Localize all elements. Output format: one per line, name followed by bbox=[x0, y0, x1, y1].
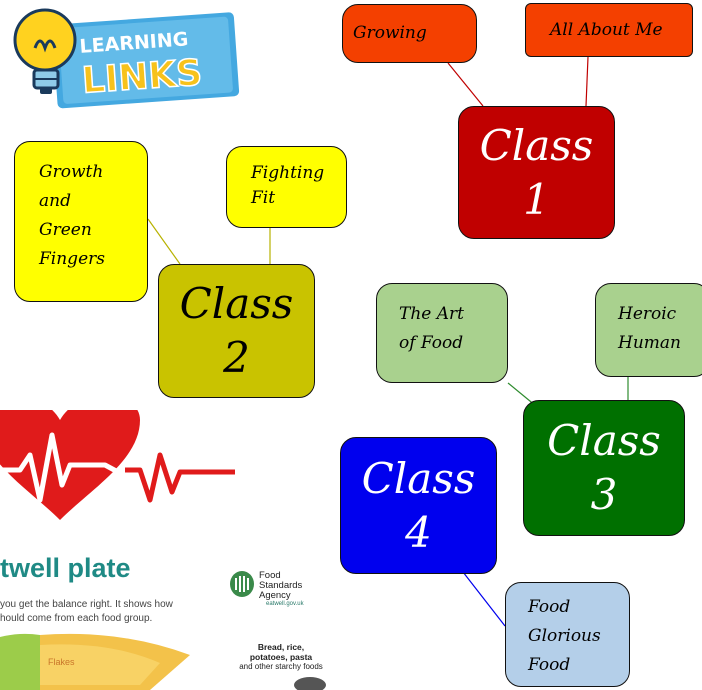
topic-line: Fit bbox=[251, 188, 276, 208]
topic-line: Fighting bbox=[251, 163, 325, 183]
topic-line: Fingers bbox=[39, 249, 105, 269]
class-3-number: 3 bbox=[590, 470, 618, 519]
class-1-label: Class bbox=[479, 120, 594, 170]
fsa-line: Standards bbox=[259, 580, 303, 591]
eatwell-subtitle-line1: you get the balance right. It shows how bbox=[0, 599, 173, 610]
fsa-line: Agency bbox=[259, 590, 291, 601]
topic-heroic-human bbox=[595, 283, 702, 377]
eatwell-title: twell plate bbox=[0, 553, 131, 583]
logo-text-learning: LEARNING bbox=[78, 28, 190, 58]
fsa-line: Food bbox=[259, 570, 281, 581]
learning-links-logo bbox=[0, 0, 250, 110]
connector-growing-class1 bbox=[448, 63, 483, 106]
class-1-number: 1 bbox=[523, 174, 550, 224]
class-3-label: Class bbox=[547, 416, 661, 465]
topic-line: Food bbox=[528, 655, 571, 675]
heart-heartbeat-icon bbox=[0, 410, 240, 530]
connector-allaboutme-class1 bbox=[586, 57, 588, 106]
topic-growth-green-fingers bbox=[14, 141, 148, 302]
class-3-box bbox=[523, 400, 685, 536]
topic-line: Glorious bbox=[528, 626, 601, 646]
class-2-box bbox=[158, 264, 315, 398]
svg-text:Flakes: Flakes bbox=[48, 657, 75, 667]
class-4-label: Class bbox=[361, 453, 476, 503]
class-4-number: 4 bbox=[405, 507, 432, 557]
bread-sub: and other starchy foods bbox=[239, 662, 323, 671]
bread-title: Bread, rice, bbox=[257, 642, 305, 652]
eatwell-bread-label bbox=[226, 642, 336, 672]
class-2-number: 2 bbox=[223, 333, 250, 382]
class-4-box bbox=[340, 437, 497, 574]
topic-line: of Food bbox=[399, 333, 464, 353]
topic-food-glorious-food bbox=[505, 582, 630, 687]
topic-line: Growth bbox=[39, 162, 104, 182]
topic-growing bbox=[342, 4, 477, 63]
topic-art-of-food bbox=[376, 283, 508, 383]
topic-line: Green bbox=[39, 220, 92, 240]
eatwell-subtitle-line2: hould come from each food group. bbox=[0, 613, 153, 624]
class-2-label: Class bbox=[179, 279, 294, 328]
topic-line: The Art bbox=[399, 304, 464, 324]
topic-growing-label: Growing bbox=[353, 23, 427, 43]
logo-text-links: LINKS bbox=[80, 52, 204, 102]
lightbulb-icon bbox=[15, 10, 75, 70]
topic-all-about-me-label: All About Me bbox=[550, 20, 663, 40]
fsa-url: eatwell.gov.uk bbox=[266, 601, 304, 607]
topic-line: Human bbox=[618, 333, 681, 353]
topic-line: Food bbox=[528, 597, 571, 617]
topic-line: Heroic bbox=[618, 304, 677, 324]
topic-line: and bbox=[39, 191, 71, 211]
connector-growth-class2 bbox=[148, 219, 180, 264]
topic-all-about-me bbox=[525, 3, 693, 57]
topic-fighting-fit bbox=[226, 146, 347, 228]
class-1-box bbox=[458, 106, 615, 239]
bread-title-2: potatoes, pasta bbox=[249, 652, 313, 662]
